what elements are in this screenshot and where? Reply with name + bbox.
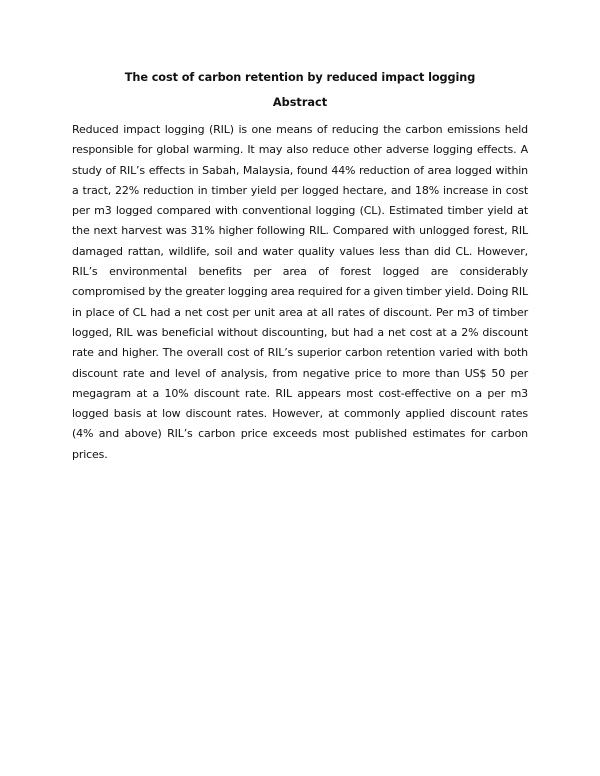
paper-title: The cost of carbon retention by reduced impact logging [124,71,476,84]
abstract-heading: Abstract [272,96,328,109]
abstract-body: Reduced impact logging (RIL) is one means of reducing the carbon emissions held responsible for global warming. It may also reduce other adverse logging effects. A study of RIL’s effects in Sabah, Malaysia, found 44% reduction of area logged within a tract, 22% reduction in timber yield per logged hectare, and 18% increase in cost per m3 logged compared with conventional logging (CL). Estimated timber yield at the next harvest was 31% higher following RIL. Compared with unlogged forest, RIL damaged rattan, wildlife, soil and water quality values less than did CL. However, RIL’s environmental benefits per area of forest logged are considerably compromised by the greater logging area required for a given timber yield. Doing RIL in place of CL had a net cost per unit area at all rates of discount. Per m3 of timber logged, RIL was beneficial without discounting, but had a net cost at a 2% discount rate and higher. The overall cost of RIL’s superior carbon retention varied with both discount rate and level of analysis, from negative price to more than US$ 50 per megagram at a 10% discount rate. RIL appears most cost-effective on a per m3 logged basis at low discount rates. However, at commonly applied discount rates (4% and above) RIL’s carbon price exceeds most published estimates for carbon prices. [72,123,528,461]
